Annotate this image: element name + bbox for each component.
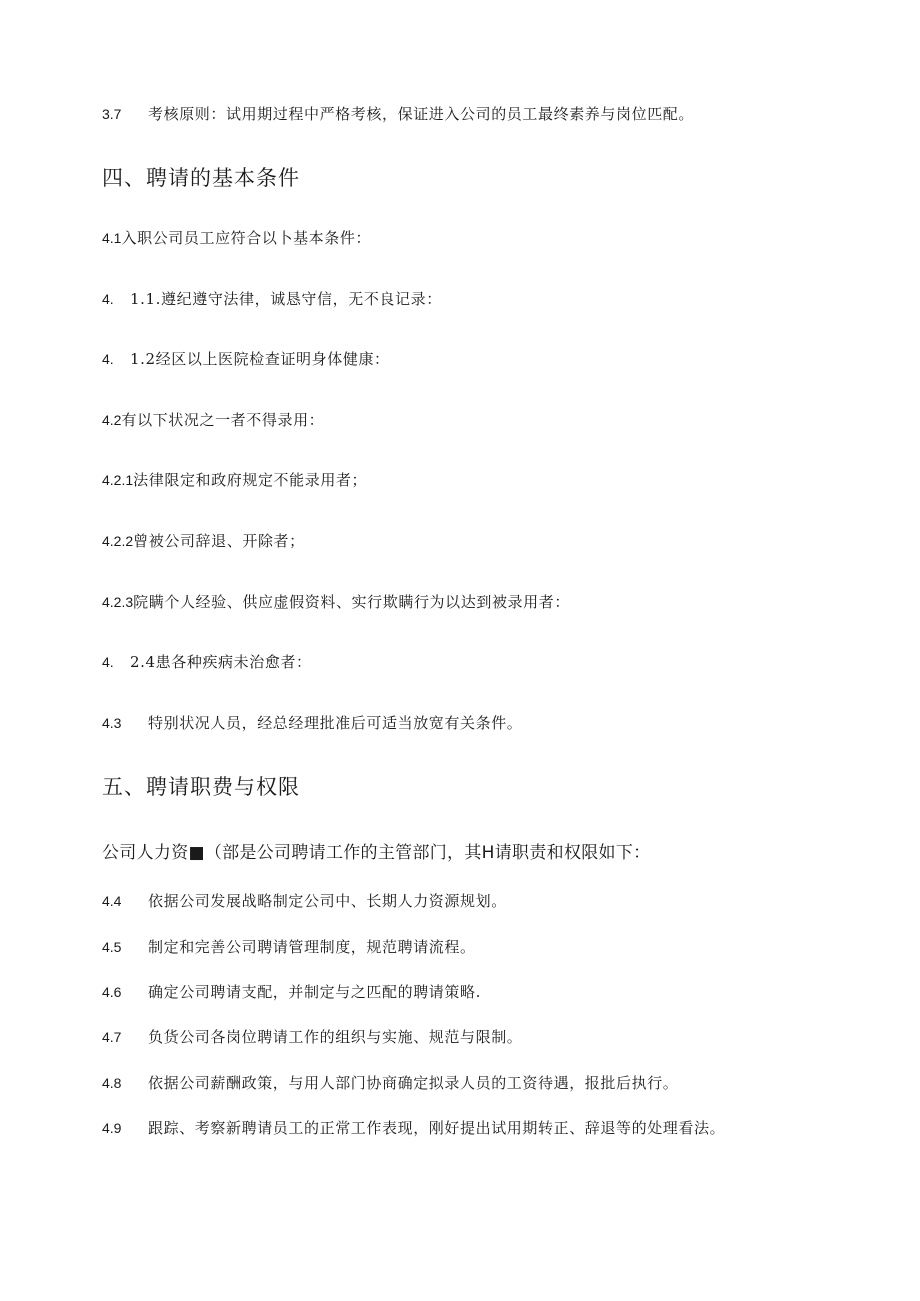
list-item [102,891,507,911]
item-number: 4.2.3 [102,594,134,610]
item-number: 4.1 [102,230,122,246]
item-number: 4. [102,654,114,670]
item-text: 1.1.遵纪遵守法律，诚恳守信，无不良记录： [130,290,442,308]
list-item [102,470,367,490]
item-text: 依据公司发展战略制定公司中、长期人力资源规划。 [148,892,507,910]
item-number: 4.8 [102,1075,122,1091]
list-item [102,592,570,612]
item-number: 4.5 [102,939,122,955]
list-item [102,349,390,369]
list-item [102,410,324,430]
item-text: 法律限定和政府规定不能录用者； [133,471,368,489]
list-item [102,713,522,733]
section-5-intro: 公司人力资■（部是公司聘请工作的主管部门，其H请职责和权限如下： [102,843,651,863]
item-number: 4.4 [102,893,122,909]
item-text: 特别状况人员，经总经理批准后可适当放宽有关条件。 [148,714,523,732]
item-text: 曾被公司辞退、开除者； [133,532,305,550]
section-5-heading: 五、聘请职费与权限 [102,775,300,799]
item-number: 4.6 [102,984,122,1000]
list-item [102,937,476,957]
item-number: 4.3 [102,715,122,731]
list-item [102,1118,725,1138]
list-item [102,1073,678,1093]
item-number: 4.7 [102,1029,122,1045]
item-text: 考核原则：试用期过程中严格考核，保证进入公司的员工最终素养与岗位匹配。 [148,105,695,123]
item-text: 2.4患各种疾病未治愈者： [130,653,312,671]
list-item [102,228,371,248]
item-number: 3.7 [102,106,122,122]
item-number: 4.9 [102,1120,122,1136]
section-4-heading: 四、聘请的基本条件 [102,166,300,190]
item-text: 院瞒个人经验、供应虚假资料、实行欺瞒行为以达到被录用者： [133,593,570,611]
list-item [102,652,312,672]
item-text: 入职公司员工应符合以卜基本条件： [121,229,372,247]
item-number: 4.2.1 [102,472,134,488]
item-text: 跟踪、考察新聘请员工的正常工作表现，刚好提出试用期转正、辞退等的处理看法。 [148,1119,726,1137]
item-text: 负货公司各岗位聘请工作的组织与实施、规范与限制。 [148,1028,523,1046]
list-item [102,982,481,1002]
item-number: 4. [102,351,114,367]
paragraph-3-7 [102,104,694,124]
list-item [102,531,305,551]
item-number: 4.2.2 [102,533,134,549]
list-item [102,1027,522,1047]
item-text: 制定和完善公司聘请管理制度，规范聘请流程。 [148,938,476,956]
item-text: 依据公司薪酬政策，与用人部门协商确定拟录人员的工资待遇，报批后执行。 [148,1074,679,1092]
item-text: 1.2经区以上医院检查证明身体健康： [130,350,390,368]
item-number: 4.2 [102,412,122,428]
item-text: 有以下状况之一者不得录用： [121,411,325,429]
list-item [102,289,442,309]
item-text: 确定公司聘请支配，并制定与之匹配的聘请策略. [148,983,481,1001]
item-number: 4. [102,291,114,307]
